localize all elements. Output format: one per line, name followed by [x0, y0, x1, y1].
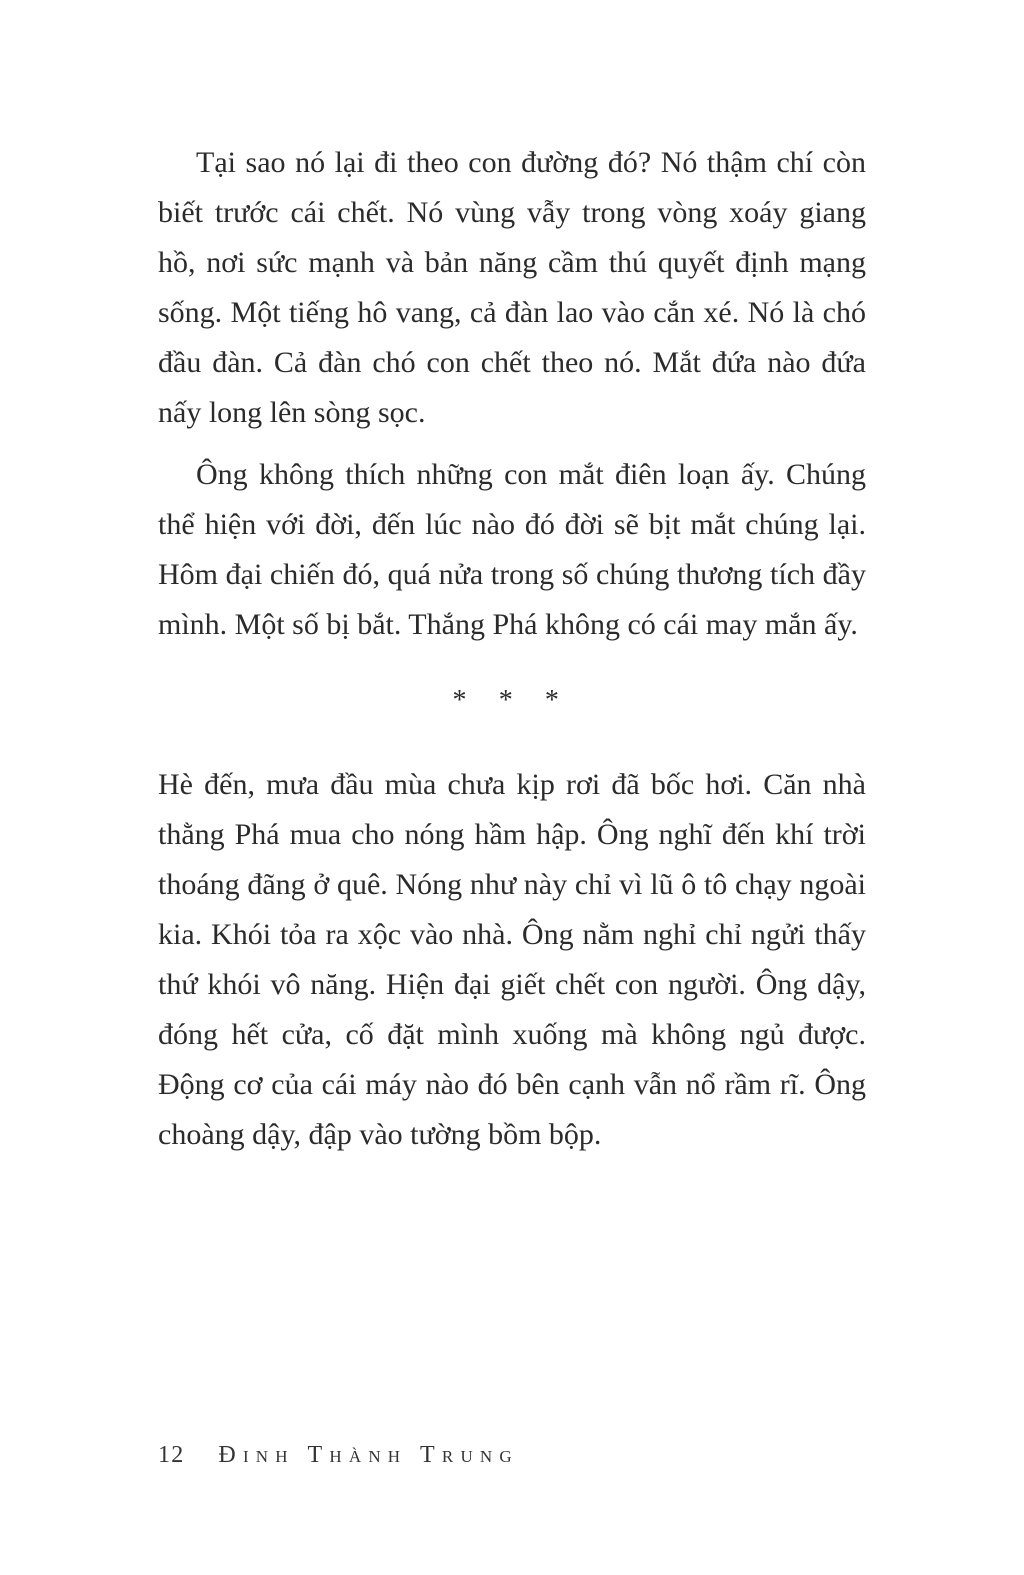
page-number: 12 [158, 1442, 185, 1468]
author-name: Đinh Thành Trung [218, 1442, 519, 1468]
section-separator: * * * [452, 685, 572, 716]
page-footer [158, 1442, 519, 1469]
paragraph-3: Hè đến, mưa đầu mùa chưa kịp rơi đã bốc hơi. Căn nhà thằng Phá mua cho nóng hầm hập. Ông nghĩ đến khí trời thoáng đãng ở quê. Nóng như này chỉ vì lũ ô tô chạy ngoài kia. Khói tỏa ra xộc vào nhà. Ông nằm nghỉ chỉ ngửi thấy thứ khói vô năng. Hiện đại giết chết con người. Ông dậy, đóng hết cửa, cố đặt mình xuống mà không ngủ được. Động cơ của cái máy nào đó bên cạnh vẫn nổ rầm rĩ. Ông choàng dậy, đập vào tường bồm bộp. [158, 768, 866, 1151]
page-body [158, 138, 866, 1172]
paragraph-1: Tại sao nó lại đi theo con đường đó? Nó thậm chí còn biết trước cái chết. Nó vùng vẫy trong vòng xoáy giang hồ, nơi sức mạnh và bản năng cầm thú quyết định mạng sống. Một tiếng hô vang, cả đàn lao vào cắn xé. Nó là chó đầu đàn. Cả đàn chó con chết theo nó. Mắt đứa nào đứa nấy long lên sòng sọc. [158, 146, 866, 429]
paragraph-2: Ông không thích những con mắt điên loạn ấy. Chúng thể hiện với đời, đến lúc nào đó đời sẽ bịt mắt chúng lại. Hôm đại chiến đó, quá nửa trong số chúng thương tích đầy mình. Một số bị bắt. Thắng Phá không có cái may mắn ấy. [158, 458, 866, 641]
